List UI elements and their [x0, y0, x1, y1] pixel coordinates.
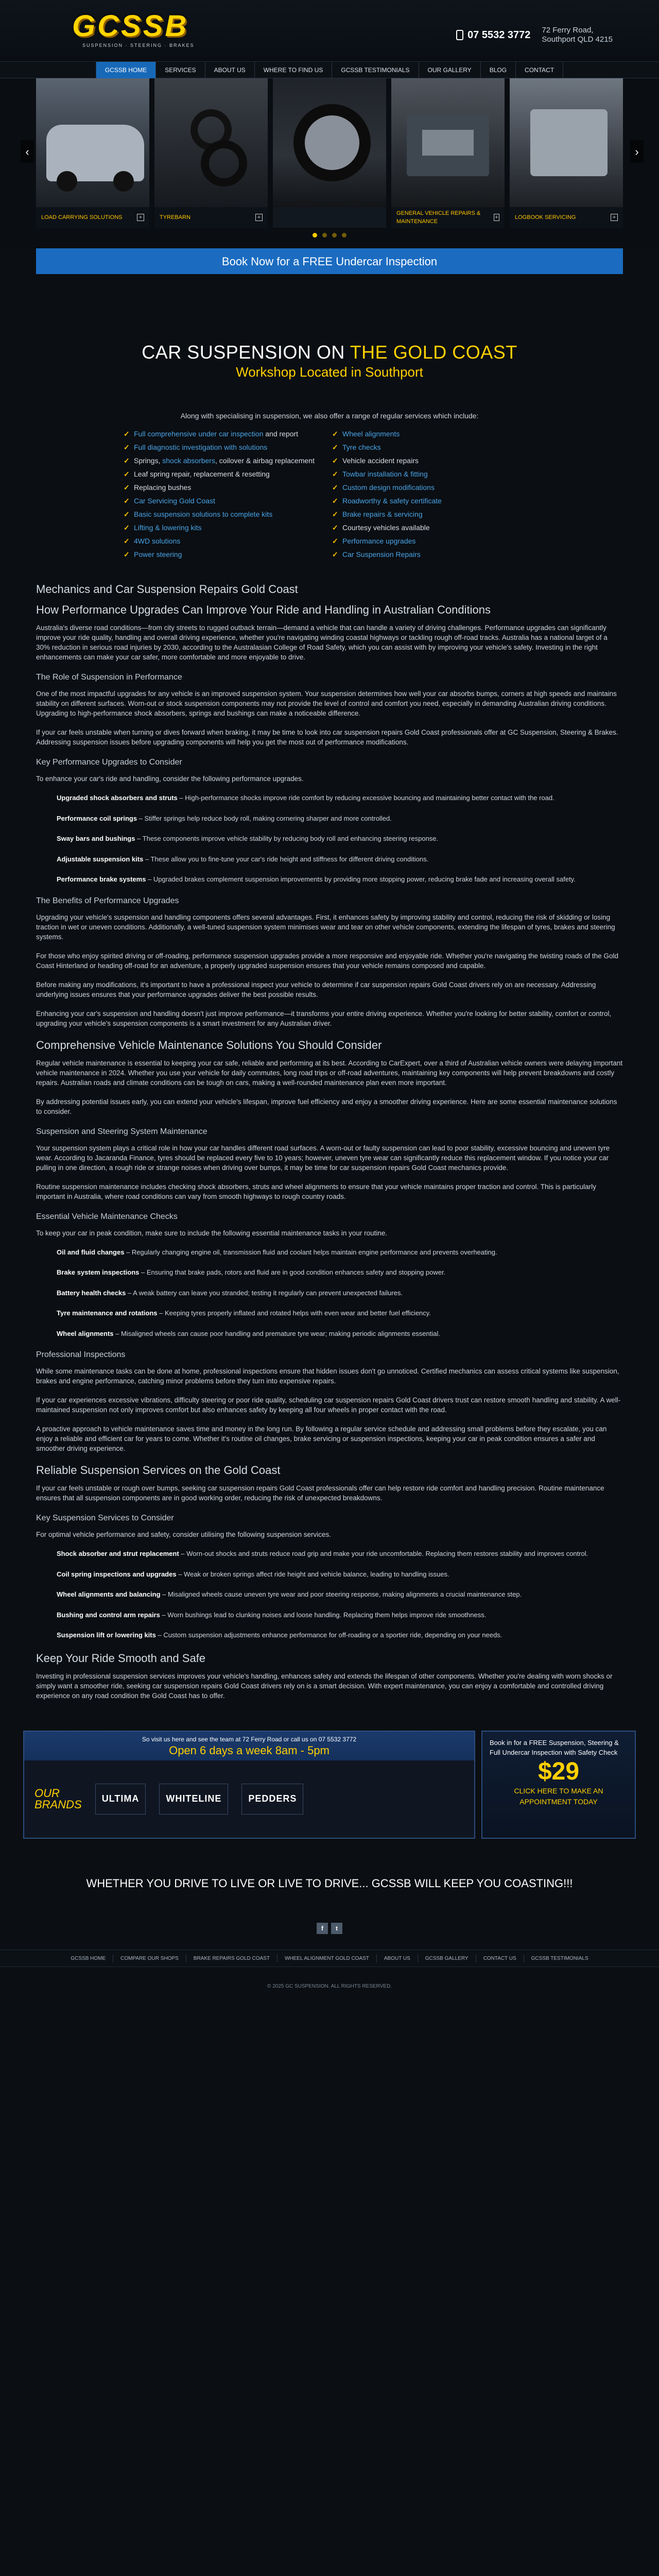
- title-part-b: THE GOLD COAST: [350, 342, 517, 363]
- offer-text: Book in for a FREE Suspension, Steering & Full Undercar Inspection with Safety Check: [490, 1738, 619, 1756]
- list-item: [36, 1247, 623, 1258]
- service-link[interactable]: Roadworthy & safety certificate: [342, 497, 442, 505]
- service-text: , coilover & airbag replacement: [215, 456, 315, 465]
- service-item: [124, 481, 327, 494]
- header-address: [542, 26, 613, 44]
- footer-link[interactable]: ABOUT US: [377, 1955, 418, 1962]
- services-right: [332, 427, 535, 561]
- service-item[interactable]: [332, 440, 535, 454]
- list-item: [36, 1610, 623, 1620]
- service-text: Vehicle accident repairs: [342, 456, 419, 465]
- service-link[interactable]: Car Suspension Repairs: [342, 550, 421, 558]
- nav-about[interactable]: ABOUT US: [205, 62, 255, 78]
- service-link[interactable]: Full comprehensive under car inspection: [134, 430, 264, 438]
- list-item: [36, 814, 623, 824]
- section-heading: Keep Your Ride Smooth and Safe: [36, 1651, 206, 1665]
- card-caption: [510, 207, 623, 228]
- promo-inspection-offer[interactable]: [481, 1731, 636, 1839]
- footer-link[interactable]: GCSSB HOME: [63, 1955, 113, 1962]
- article-paragraph: If your car feels unstable or rough over bumps, seeking car suspension repairs Gold Coast professionals offer can help restore ride comfort and handling precision. Routine maintenance ensures that all suspension components are in good working order, reducing the risk of unexpected breakdowns.: [36, 1484, 604, 1502]
- item-text: – Ensuring that brake pads, rotors and fluid are in good condition enhances safety and stopping power.: [139, 1268, 446, 1276]
- site-tagline: WHETHER YOU DRIVE TO LIVE OR LIVE TO DRIVE... GCSSB WILL KEEP YOU COASTING!!!: [86, 1876, 573, 1890]
- twitter-icon[interactable]: t: [331, 1923, 342, 1934]
- article-paragraph: Investing in professional suspension services improves your vehicle's handling, enhances safety and extends the lifespan of other components. Whether you're dealing with worn shocks or simply want a smoother ride, seeking car suspension repairs Gold Coast drivers rely on is a smart decision. With expert maintenance, you can enjoy a comfortable and controlled driving experience on any road condition the Gold Coast has to offer.: [36, 1672, 613, 1700]
- article-paragraph: One of the most impactful upgrades for any vehicle is an improved suspension system. Your suspension determines how well your car absorbs bumps, corners at high speeds and maintains stability on different surfaces. Worn-out or stock suspension components may not provide the level of control and comfort you need, especially in demanding Australian driving conditions. Upgrading to high-performance shock absorbers, springs and bushings can make a noticeable difference.: [36, 690, 617, 717]
- item-title: Oil and fluid changes: [57, 1248, 125, 1256]
- item-text: – Regularly changing engine oil, transmission fluid and coolant helps maintain engine performance and prevents overheating.: [124, 1248, 497, 1256]
- service-item: [332, 454, 535, 467]
- section-heading: Comprehensive Vehicle Maintenance Solutions You Should Consider: [36, 1038, 382, 1052]
- service-item[interactable]: [124, 548, 327, 561]
- slider-dot[interactable]: [313, 233, 317, 238]
- slider-card-repairs[interactable]: [391, 78, 505, 228]
- slider-dot[interactable]: [342, 233, 346, 238]
- service-text: Replacing bushes: [134, 483, 192, 492]
- facebook-icon[interactable]: f: [317, 1923, 328, 1934]
- service-item[interactable]: [124, 427, 327, 440]
- slider-card-tyrebarn[interactable]: [154, 78, 268, 228]
- page-subtitle: Workshop Located in Southport: [236, 364, 423, 380]
- card-title: GENERAL VEHICLE REPAIRS & MAINTENANCE: [396, 210, 481, 225]
- offer-price: $29: [537, 1757, 580, 1785]
- slider-card-load-carrying[interactable]: [36, 78, 149, 228]
- nav-gallery[interactable]: OUR GALLERY: [419, 62, 481, 78]
- article-paragraph: Your suspension system plays a critical role in how your car handles different road surfaces. A worn-out or faulty suspension can lead to poor stability, excessive bouncing and uneven tyre wear. According to Jacaranda Finance, tyres should be replaced every five to 10 years; however, uneven tyre wear can significantly reduce this replacement window. If you notice your car pulling in one direction, a rough ride or strange noises when driving over bumps, it may be time for car suspension repairs Gold Coast mechanics provide.: [36, 1144, 610, 1172]
- item-text: – High-performance shocks improve ride comfort by reducing excessive bouncing and maintaining better contact with the road.: [177, 794, 554, 802]
- item-title: Suspension lift or lowering kits: [57, 1631, 156, 1639]
- item-text: – Weak or broken springs affect ride height and vehicle balance, leading to handling issues.: [176, 1570, 449, 1578]
- brand-logo: PEDDERS: [241, 1784, 303, 1815]
- nav-home[interactable]: GCSSB HOME: [96, 62, 156, 78]
- footer-link[interactable]: COMPARE OUR SHOPS: [113, 1955, 186, 1962]
- check-icon: ✓: [124, 430, 130, 438]
- service-link[interactable]: shock absorbers: [162, 456, 215, 465]
- nav-services[interactable]: SERVICES: [156, 62, 205, 78]
- header-phone[interactable]: [456, 27, 530, 43]
- item-title: Battery health checks: [57, 1289, 126, 1297]
- service-link[interactable]: Towbar installation & fitting: [342, 470, 428, 478]
- card-title: LOGBOOK SERVICING: [515, 214, 576, 221]
- brands-label-a: OUR: [34, 1786, 60, 1800]
- check-icon: ✓: [332, 470, 338, 478]
- service-item: [124, 454, 327, 467]
- item-title: Shock absorber and strut replacement: [57, 1550, 179, 1557]
- slider-prev-button[interactable]: ‹: [21, 140, 34, 163]
- article-paragraph: To enhance your car's ride and handling, consider the following performance upgrades.: [36, 775, 304, 783]
- promo-banner: [23, 1731, 636, 1839]
- item-text: – Worn bushings lead to clunking noises and loose handling. Replacing them helps improve ride smoothness.: [160, 1611, 487, 1619]
- item-title: Performance brake systems: [57, 875, 146, 883]
- sub-heading: Key Suspension Services to Consider: [36, 1514, 174, 1522]
- item-title: Performance coil springs: [57, 814, 137, 822]
- services-intro: Along with specialising in suspension, we also offer a range of regular services which include:: [180, 412, 479, 420]
- service-text: and report: [263, 430, 299, 438]
- plus-icon[interactable]: +: [255, 214, 263, 221]
- offer-cta[interactable]: CLICK HERE TO MAKE AN APPOINTMENT TODAY: [514, 1786, 603, 1806]
- slider-card-tyre-closeup[interactable]: [273, 78, 386, 228]
- check-icon: ✓: [332, 497, 338, 505]
- service-link[interactable]: Brake repairs & servicing: [342, 510, 423, 518]
- address-line-1: 72 Ferry Road,: [542, 26, 594, 35]
- article-paragraph: Regular vehicle maintenance is essential to keeping your car safe, reliable and performing at its best. According to CarExpert, over a third of Australian vehicle owners were delaying important vehicle maintenance in 2024. Whether you use your vehicle for daily commutes, long road trips or off-road adventures, maintaining key components will help prevent breakdowns and costly repairs. Australian roads and climate conditions can be tough on cars, making a well-rounded maintenance plan even more important.: [36, 1059, 623, 1087]
- article-paragraph: If your car feels unstable when turning or dives forward when braking, it may be time to look into car suspension repairs Gold Coast professionals offer at GC Suspension, Steering & Brakes. Addressing suspension issues before upgrading components will help you get the most out of performance modifications.: [36, 728, 618, 746]
- check-icon: ✓: [332, 537, 338, 545]
- service-link[interactable]: Wheel alignments: [342, 430, 400, 438]
- slider-card-logbook[interactable]: [510, 78, 623, 228]
- brands-label: [34, 1788, 82, 1810]
- card-image-tyres: [154, 78, 268, 207]
- article-paragraph: Enhancing your car's suspension and handling doesn't just improve performance—it transforms your entire driving experience. Whether you're looking for better stability, comfort or control, upgrading your vehicle's suspension components is a smart investment for any Australian driver.: [36, 1009, 612, 1027]
- plus-icon[interactable]: +: [611, 214, 618, 221]
- footer-nav: [0, 1950, 659, 1967]
- service-item[interactable]: [332, 548, 535, 561]
- item-title: Tyre maintenance and rotations: [57, 1309, 158, 1317]
- service-item[interactable]: [124, 440, 327, 454]
- card-image-car: [36, 78, 149, 207]
- logo-subtitle: SUSPENSION · STEERING · BRAKES: [82, 43, 195, 48]
- section-heading: Mechanics and Car Suspension Repairs Gold Coast: [36, 583, 298, 596]
- check-icon: ✓: [332, 443, 338, 451]
- item-title: Sway bars and bushings: [57, 835, 135, 842]
- slider-dot[interactable]: [322, 233, 327, 238]
- article-paragraph: Upgrading your vehicle's suspension and handling components offers several advantages. First, it enhances safety by improving stability and control, reducing the risk of skidding or losing traction in wet or uneven conditions. Additionally, a well-tuned suspension system minimises wear and tear on other vehicle components, extending the lifespan of tyres, brakes and steering systems.: [36, 913, 615, 941]
- list-item: [36, 793, 623, 803]
- nav-testimonials[interactable]: GCSSB TESTIMONIALS: [332, 62, 419, 78]
- site-logo[interactable]: [72, 10, 196, 52]
- item-text: – Misaligned wheels can cause poor handling and premature tyre wear; making periodic alignments essential.: [113, 1329, 440, 1337]
- nav-contact[interactable]: CONTACT: [516, 62, 563, 78]
- service-item[interactable]: [124, 521, 327, 534]
- item-title: Upgraded shock absorbers and struts: [57, 794, 178, 802]
- opening-hours: Open 6 days a week 8am - 5pm: [169, 1743, 330, 1757]
- section-heading: How Performance Upgrades Can Improve Your Ride and Handling in Australian Conditions: [36, 603, 491, 616]
- item-text: – Worn-out shocks and struts reduce road grip and make your ride uncomfortable. Replacing them restores stability and improves control.: [179, 1550, 588, 1557]
- item-title: Bushing and control arm repairs: [57, 1611, 160, 1619]
- card-image-engine: [391, 78, 505, 207]
- list-item: [36, 1549, 623, 1559]
- list-item: [36, 1569, 623, 1580]
- article-paragraph: If your car experiences excessive vibrations, difficulty steering or poor ride quality, scheduling car suspension repairs Gold Coast drivers trust can restore smooth handling and stability. A well-maintained suspension not only improves comfort but also enhances safety by keeping all four wheels in proper contact with the road.: [36, 1396, 621, 1414]
- services-left: [124, 427, 327, 561]
- promo-hours-box: [24, 1732, 474, 1760]
- sub-heading: The Benefits of Performance Upgrades: [36, 896, 179, 905]
- service-item[interactable]: [124, 534, 327, 548]
- list-item: [36, 874, 623, 885]
- service-item[interactable]: [332, 507, 535, 521]
- card-image-service: [510, 78, 623, 207]
- article-paragraph: Before making any modifications, it's important to have a professional inspect your vehicle to determine if car suspension repairs Gold Coast drivers rely on are necessary. Addressing underlying issues ensures that your performance upgrades deliver the best possible results.: [36, 980, 596, 998]
- item-text: – Custom suspension adjustments enhance performance for off-roading or a sportier ride, depending on your needs.: [155, 1631, 502, 1639]
- check-icon: ✓: [124, 483, 130, 492]
- list-item: [36, 1329, 623, 1339]
- plus-icon[interactable]: +: [494, 214, 499, 221]
- article-paragraph: Australia's diverse road conditions—from city streets to rugged outback terrain—demand a vehicle that can handle a variety of driving challenges. Performance upgrades can significantly improve your ride quality, handling and overall driving experience, whether you're navigating winding coastal highways or tackling rough off-road tracks. Australia has a national target of a 30% reduction in serious road injuries by 2030, according to the Australasian College of Road Safety, which you can assist with by improving your vehicle's safety. Investing in the right enhancements can make your car safer, more comfortable and more enjoyable to drive.: [36, 624, 608, 661]
- service-text: Leaf spring repair, replacement & resetting: [134, 470, 270, 478]
- page-title: [36, 341, 623, 364]
- check-icon: ✓: [332, 430, 338, 438]
- main-content: [36, 284, 623, 1720]
- brands-label-b: BRANDS: [34, 1798, 82, 1811]
- service-text: Courtesy vehicles available: [342, 523, 430, 532]
- article-paragraph: Routine suspension maintenance includes checking shock absorbers, struts and wheel alignments to ensure that your vehicle maintains proper traction and control. This is particularly important in Australia, where road conditions can vary from smooth highways to rough country roads.: [36, 1182, 596, 1200]
- phone-number: 07 5532 3772: [467, 29, 531, 41]
- card-image-wheel: [273, 78, 386, 207]
- list-item: [36, 1308, 623, 1318]
- service-link[interactable]: Tyre checks: [342, 443, 381, 451]
- check-icon: ✓: [124, 523, 130, 532]
- service-item: [332, 521, 535, 534]
- list-item: [36, 834, 623, 844]
- article-paragraph: To keep your car in peak condition, make sure to include the following essential maintenance tasks in your routine.: [36, 1229, 388, 1237]
- service-item[interactable]: [124, 507, 327, 521]
- section-heading: Reliable Suspension Services on the Gold Coast: [36, 1464, 281, 1477]
- sub-heading: Key Performance Upgrades to Consider: [36, 758, 182, 767]
- footer-link[interactable]: GCSSB TESTIMONIALS: [531, 1956, 588, 1961]
- service-item[interactable]: [332, 534, 535, 548]
- service-link[interactable]: Custom design modifications: [342, 483, 435, 492]
- services-slider: [0, 78, 659, 248]
- service-text: Springs,: [134, 456, 163, 465]
- item-title: Adjustable suspension kits: [57, 855, 144, 863]
- item-text: – Stiffer springs help reduce body roll, making cornering sharper and more controlled.: [137, 814, 392, 822]
- phone-icon: [456, 30, 463, 40]
- service-link[interactable]: Power steering: [134, 550, 182, 558]
- check-icon: ✓: [124, 510, 130, 518]
- service-link[interactable]: Performance upgrades: [342, 537, 416, 545]
- copyright: © 2025 GC SUSPENSION. ALL RIGHTS RESERVED.: [267, 1983, 392, 1989]
- service-link[interactable]: Full diagnostic investigation with solutions: [134, 443, 268, 451]
- nav-blog[interactable]: BLOG: [481, 62, 516, 78]
- check-icon: ✓: [332, 523, 338, 532]
- promo-visit-text: So visit us here and see the team at 72 Ferry Road or call us on 07 5532 3772: [142, 1735, 357, 1743]
- article-paragraph: For those who enjoy spirited driving or off-roading, performance suspension upgrades provide a more responsive and enjoyable ride. Whether you're navigating the twisting roads of the Gold Coast Hinterland or heading off-road for an adventure, a properly upgraded suspension ensures that your vehicle remains composed and capable.: [36, 952, 618, 970]
- service-item[interactable]: [332, 494, 535, 507]
- check-icon: ✓: [332, 483, 338, 492]
- slider-dot[interactable]: [332, 233, 337, 238]
- sub-heading: Professional Inspections: [36, 1350, 126, 1359]
- service-link[interactable]: Basic suspension solutions to complete kits: [134, 510, 273, 518]
- item-title: Coil spring inspections and upgrades: [57, 1570, 177, 1578]
- promo-location[interactable]: [23, 1731, 475, 1839]
- check-icon: ✓: [332, 510, 338, 518]
- item-title: Wheel alignments and balancing: [57, 1590, 161, 1598]
- service-item: [124, 467, 327, 481]
- service-item[interactable]: [332, 467, 535, 481]
- check-icon: ✓: [124, 470, 130, 478]
- slider-dots: [0, 233, 659, 238]
- sub-heading: Essential Vehicle Maintenance Checks: [36, 1212, 178, 1221]
- check-icon: ✓: [332, 550, 338, 558]
- brand-logo: WHITELINE: [159, 1784, 228, 1815]
- service-item[interactable]: [332, 481, 535, 494]
- card-caption: [36, 207, 149, 228]
- article-paragraph: A proactive approach to vehicle maintenance saves time and money in the long run. By following a regular service schedule and addressing small problems before they escalate, you can enjoy a reliable and efficient car for years to come. Whether it's routine oil changes, brake servicing or suspension inspections, keeping your car in peak condition ensures a safer and smoother driving experience.: [36, 1425, 607, 1452]
- site-header: [0, 0, 659, 62]
- slider-next-button[interactable]: ›: [630, 140, 644, 163]
- list-item: [36, 854, 623, 865]
- article-paragraph: While some maintenance tasks can be done at home, professional inspections ensure that hidden issues don't go unnoticed. Certified mechanics can assess critical systems like suspension, brakes and engine performance, catching minor problems before they turn into expensive repairs.: [36, 1367, 619, 1385]
- check-icon: ✓: [124, 443, 130, 451]
- item-text: – Keeping tyres properly inflated and rotated helps with even wear and better fuel efficiency.: [157, 1309, 431, 1317]
- check-icon: ✓: [124, 456, 130, 465]
- check-icon: ✓: [124, 550, 130, 558]
- card-caption: [154, 207, 268, 228]
- article-paragraph: By addressing potential issues early, you can extend your vehicle's lifespan, improve fuel efficiency and enjoy a smoother driving experience. Here are some essential maintenance solutions to consider.: [36, 1097, 617, 1115]
- service-link[interactable]: Lifting & lowering kits: [134, 523, 202, 532]
- service-link[interactable]: Car Servicing Gold Coast: [134, 497, 215, 505]
- item-text: – These allow you to fine-tune your car's ride height and stiffness for different driving conditions.: [143, 855, 429, 863]
- item-title: Brake system inspections: [57, 1268, 140, 1276]
- item-text: – These components improve vehicle stability by reducing body roll and enhancing steering response.: [135, 835, 439, 842]
- logo-text: GCSSB: [72, 9, 189, 43]
- card-title: TYREBARN: [160, 214, 190, 221]
- list-item: [36, 1630, 623, 1640]
- service-item[interactable]: [332, 427, 535, 440]
- check-icon: ✓: [332, 456, 338, 465]
- footer-link[interactable]: BRAKE REPAIRS GOLD COAST: [186, 1955, 278, 1962]
- service-link[interactable]: 4WD solutions: [134, 537, 181, 545]
- item-text: – A weak battery can leave you stranded; testing it regularly can prevent unexpected failures.: [126, 1289, 403, 1297]
- list-item: [36, 1267, 623, 1278]
- item-text: – Misaligned wheels cause uneven tyre wear and poor steering response, making alignments a crucial maintenance step.: [160, 1590, 522, 1598]
- social-links: [0, 1923, 659, 1934]
- book-inspection-button[interactable]: Book Now for a FREE Undercar Inspection: [36, 248, 623, 274]
- footer-link[interactable]: GCSSB GALLERY: [418, 1955, 476, 1962]
- sub-heading: The Role of Suspension in Performance: [36, 673, 182, 682]
- footer-link[interactable]: WHEEL ALIGNMENT GOLD COAST: [278, 1955, 377, 1962]
- address-line-2: Southport QLD 4215: [542, 35, 613, 44]
- nav-find-us[interactable]: WHERE TO FIND US: [255, 62, 333, 78]
- services-list: [124, 427, 535, 561]
- service-item[interactable]: [124, 494, 327, 507]
- sub-heading: Suspension and Steering System Maintenance: [36, 1127, 207, 1136]
- card-title: LOAD CARRYING SOLUTIONS: [41, 214, 123, 221]
- plus-icon[interactable]: +: [137, 214, 144, 221]
- list-item: [36, 1589, 623, 1600]
- item-text: – Upgraded brakes complement suspension improvements by providing more stopping power, reducing brake fade and increasing overall safety.: [146, 875, 576, 883]
- header-contact: [456, 25, 613, 45]
- card-caption: [391, 207, 505, 228]
- article-paragraph: For optimal vehicle performance and safety, consider utilising the following suspension services.: [36, 1531, 332, 1538]
- main-nav: [0, 62, 659, 78]
- check-icon: ✓: [124, 497, 130, 505]
- list-item: [36, 1288, 623, 1298]
- brand-logo: ULTIMA: [95, 1784, 146, 1815]
- brands-row: [24, 1760, 474, 1838]
- title-part-a: CAR SUSPENSION ON: [142, 342, 345, 363]
- book-section: [0, 248, 659, 284]
- item-title: Wheel alignments: [57, 1329, 114, 1337]
- footer-link[interactable]: CONTACT US: [476, 1955, 524, 1962]
- check-icon: ✓: [124, 537, 130, 545]
